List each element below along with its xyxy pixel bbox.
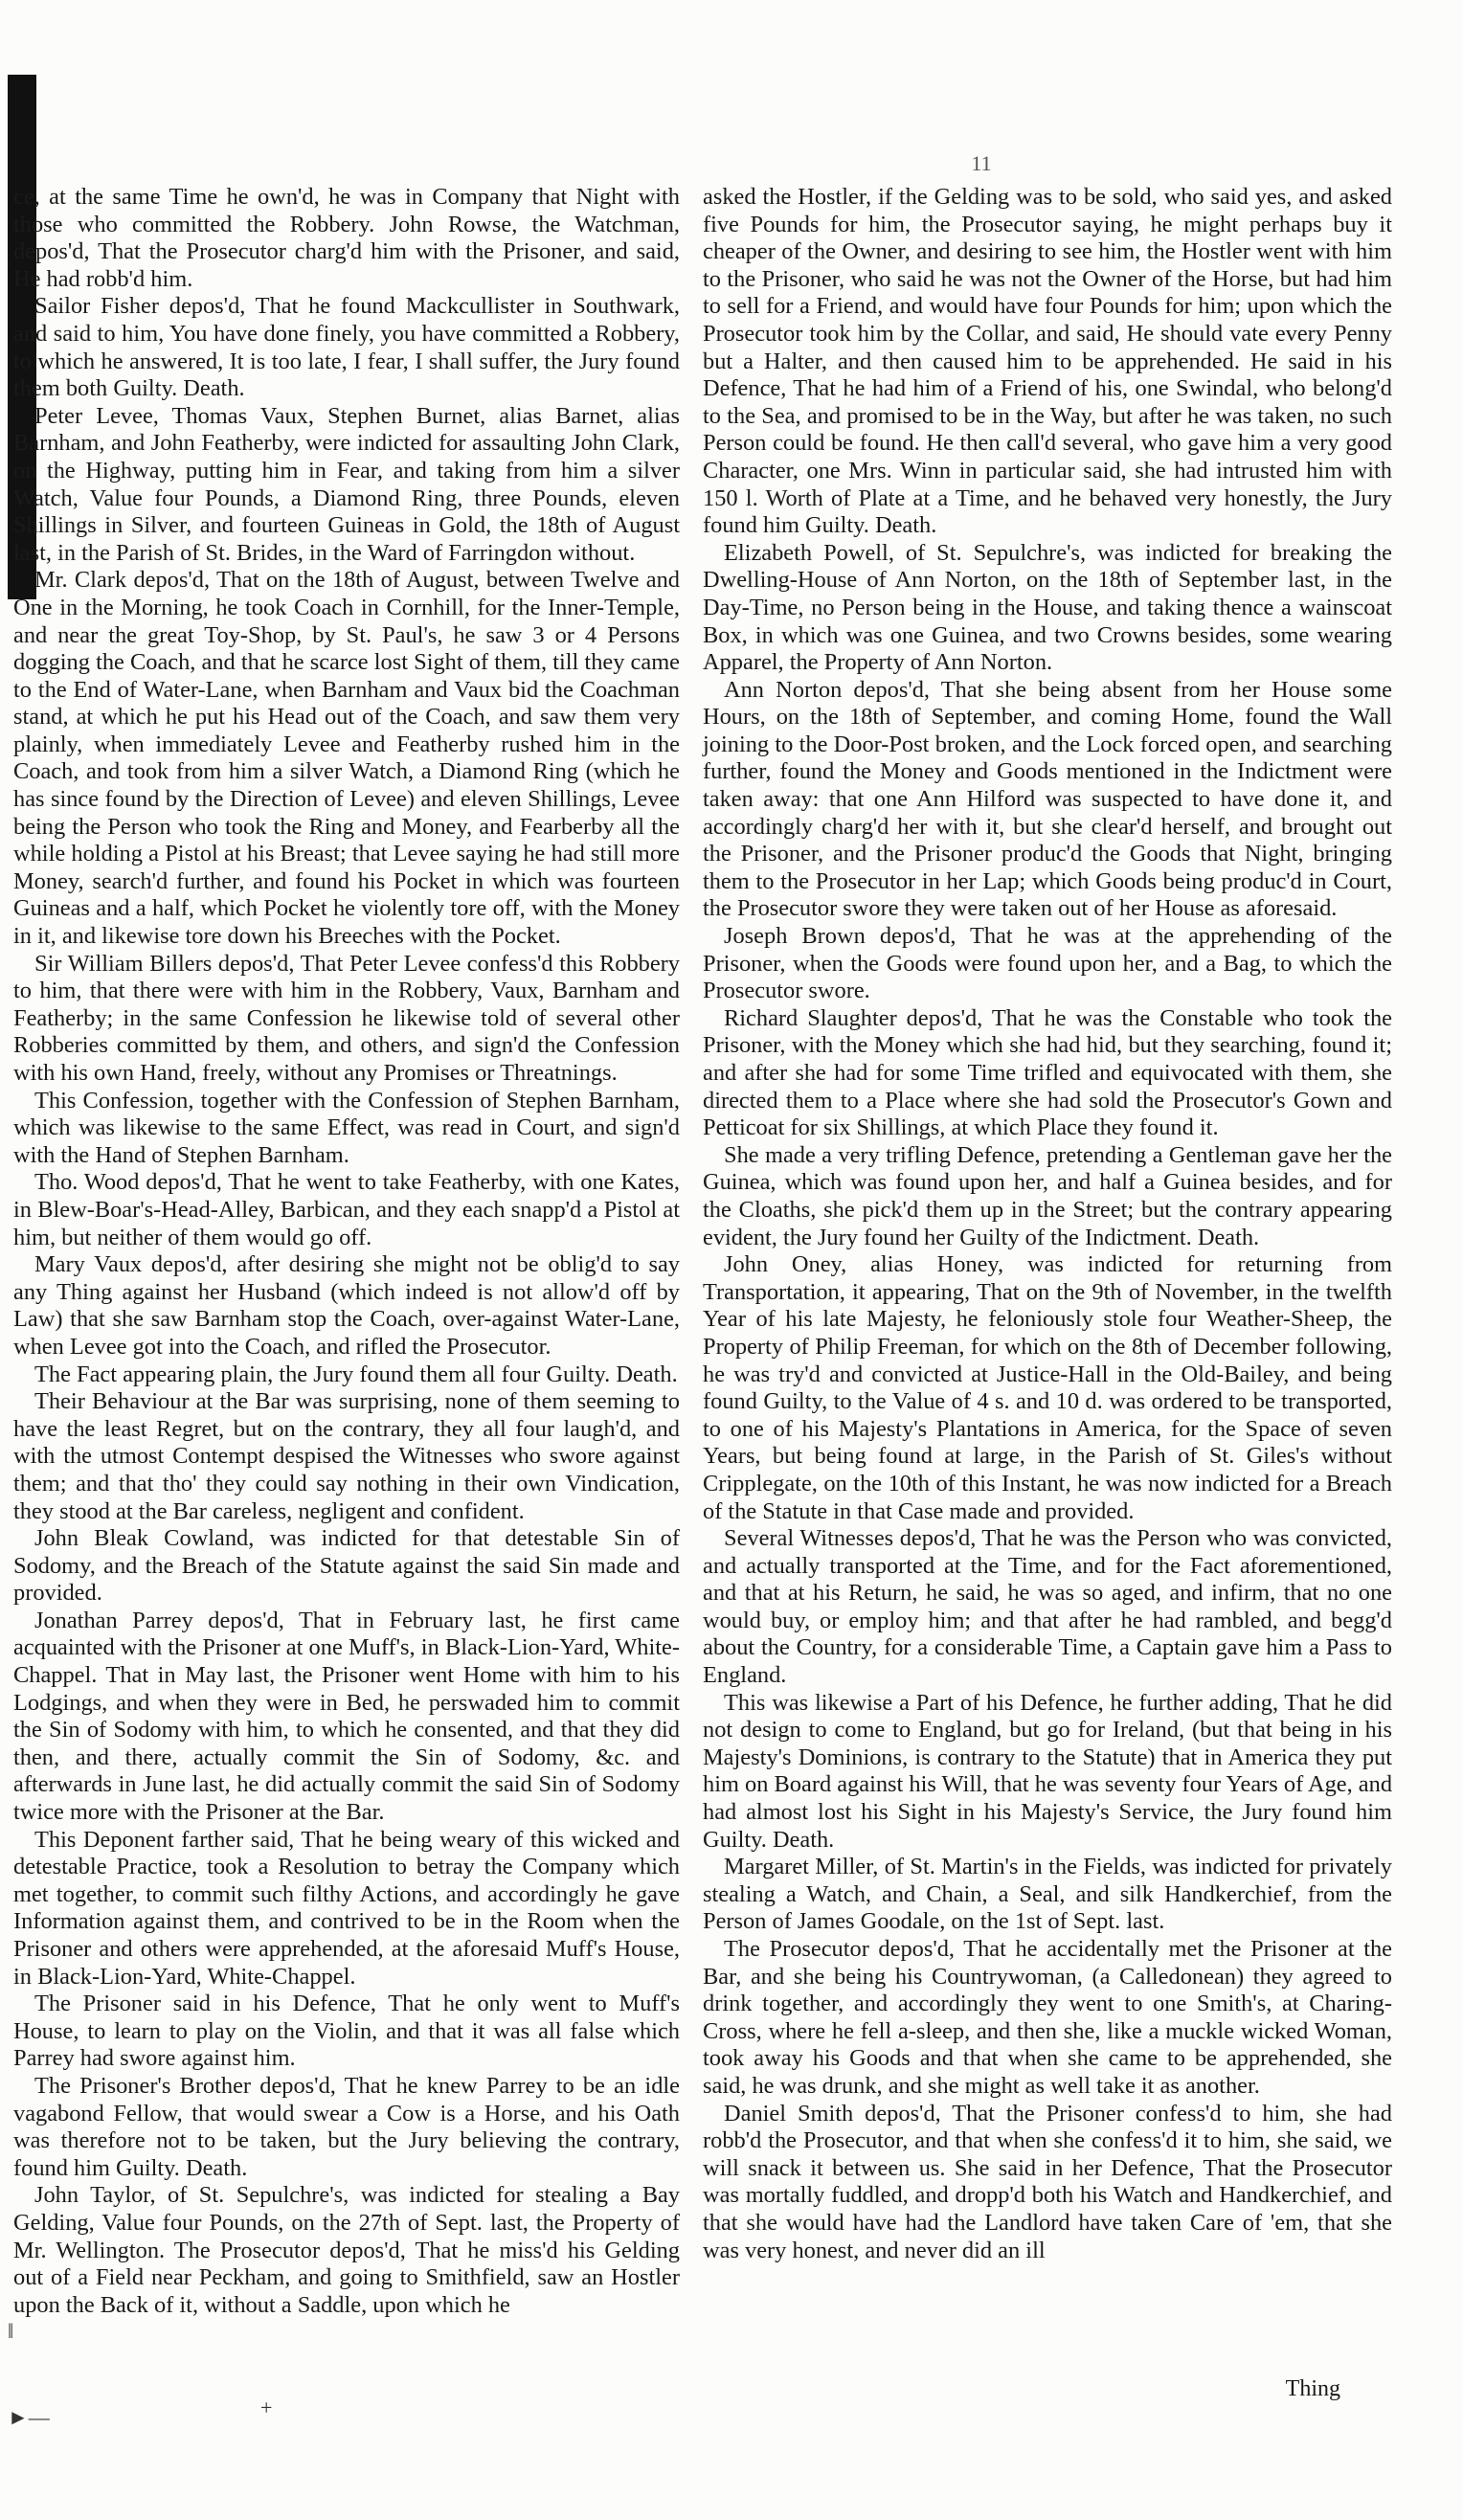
page-number: 11 bbox=[971, 151, 992, 175]
paragraph: Mary Vaux depos'd, after desiring she might not be oblig'd to say any Thing against her Husband (which indeed is not allow'd off by Law) that she saw Barnham stop the Coach, over-against Water-Lane, when Levee got into the Coach, and rifled the Prosecutor. bbox=[13, 1251, 680, 1360]
right-column bbox=[703, 184, 1392, 2264]
paragraph: Peter Levee, Thomas Vaux, Stephen Burnet, alias Barnet, alias Barnham, and John Featherby, were indicted for assaulting John Clark, on the Highway, putting him in Fear, and taking from him a silver Watch, Value four Pounds, a Diamond Ring, three Pounds, eleven Shillings in Silver, and fourteen Guineas in Gold, the 18th of August last, in the Parish of St. Brides, in the Ward of Farringdon without. bbox=[13, 402, 680, 566]
paragraph: The Prosecutor depos'd, That he accidentally met the Prisoner at the Bar, and she being his Countrywoman, (a Calledonean) they agreed to drink together, and accordingly they went to one Smith's, at Charing-Cross, where he fell a-sleep, and then she, like a muckle wicked Woman, took away his Goods and that when she came to be apprehended, she said, he was drunk, and she might as well take it as another. bbox=[703, 1936, 1392, 2099]
paragraph: Joseph Brown depos'd, That he was at the apprehending of the Prisoner, when the Goods were found upon her, and a Bag, to which the Prosecutor swore. bbox=[703, 923, 1392, 1004]
paragraph: Tho. Wood depos'd, That he went to take Featherby, with one Kates, in Blew-Boar's-Head-Alley, Barbican, and they each snapp'd a Pistol at him, but neither of them would go off. bbox=[13, 1169, 680, 1250]
paragraph: This was likewise a Part of his Defence, he further adding, That he did not design to come to England, but go for Ireland, (but that being in his Majesty's Dominions, is contrary to the Statute) that in America they put him on Board against his Will, that he was seventy four Years of Age, and had almost lost his Sight in his Majesty's Service, the Jury found him Guilty. Death. bbox=[703, 1689, 1393, 1853]
paragraph: Their Behaviour at the Bar was surprising, none of them seeming to have the least Regret, but on the contrary, they all four laugh'd, and with the utmost Contempt despised the Witnesses who swore against them; and that tho' they could say nothing in their own Vindication, they stood at the Bar careless, negligent and confident. bbox=[13, 1388, 680, 1524]
paragraph: This Deponent farther said, That he being weary of this wicked and detestable Practice, took a Resolution to betray the Company which met together, to commit such filthy Actions, and accordingly he gave Information against them, and contrived to be in the Room when the Prisoner and others were apprehended, at the aforesaid Muff's House, in Black-Lion-Yard, White-Chappel. bbox=[13, 1826, 680, 1990]
paragraph: John Bleak Cowland, was indicted for that detestable Sin of Sodomy, and the Breach of the Statute against the said Sin made and provided. bbox=[13, 1525, 680, 1607]
paragraph: Elizabeth Powell, of St. Sepulchre's, was indicted for breaking the Dwelling-House of Ann Norton, on the 18th of September last, in the Day-Time, no Person being in the House, and taking thence a wainscoat Box, in which was one Guinea, and two Crowns besides, some wearing Apparel, the Property of Ann Norton. bbox=[703, 539, 1392, 676]
left-column bbox=[13, 184, 680, 2319]
margin-mark: ►— bbox=[8, 2405, 50, 2429]
paragraph: Mr. Clark depos'd, That on the 18th of August, between Twelve and One in the Morning, he took Coach in Cornhill, for the Inner-Temple, and near the great Toy-Shop, by St. Paul's, he saw 3 or 4 Persons dogging the Coach, and that he scarce lost Sight of them, till they came to the End of Water-Lane, when Barnham and Vaux bid the Coachman stand, at which he put his Head out of the Coach, and saw them very plainly, when immediately Levee and Featherby rushed him in the Coach, and took from him a silver Watch, a Diamond Ring (which he has since found by the Direction of Levee) and eleven Shillings, Levee being the Person who took the Ring and Money, and Fearberby all the while holding a Pistol at his Breast; that Levee saying he had still more Money, search'd further, and found his Pocket in which was fourteen Guineas and a half, which Pocket he violently tore off, with the Money in it, and likewise tore down his Breeches with the Pocket. bbox=[13, 567, 680, 950]
margin-mark: + bbox=[260, 2396, 273, 2419]
paragraph: Sailor Fisher depos'd, That he found Mackcullister in Southwark, and said to him, You have done finely, you have committed a Robbery, to which he answered, It is too late, I fear, I shall suffer, the Jury found them both Guilty. Death. bbox=[13, 293, 680, 402]
paragraph: asked the Hostler, if the Gelding was to be sold, who said yes, and asked five Pounds for him, the Prosecutor saying, he might perhaps buy it cheaper of the Owner, and desiring to see him, the Hostler went with him to the Prisoner, who said he was not the Owner of the Horse, but had him to sell for a Friend, and would have four Pounds for him; upon which the Prosecutor took him by the Collar, and said, He should vate every Penny but a Halter, and then caused him to be apprehended. He said in his Defence, That he had him of a Friend of his, one Swindal, who belong'd to the Sea, and promised to be in the Way, but after he was taken, no such Person could be found. He then call'd several, who gave him a very good Character, one Mrs. Winn in particular said, she had intrusted him with 150 l. Worth of Plate at a Time, and he behaved very honestly, the Jury found him Guilty. Death. bbox=[703, 184, 1392, 539]
paragraph: Several Witnesses depos'd, That he was the Person who was convicted, and actually transported at the Time, and for the Fact aforementioned, and that at his Return, he said, he was so aged, and infirm, that no one would buy, or employ him; and that after he had rambled, and begg'd about the Country, for a considerable Time, a Captain gave him a Pass to England. bbox=[703, 1525, 1392, 1689]
paragraph: John Oney, alias Honey, was indicted for returning from Transportation, it appearing, That on the 9th of November, in the twelfth Year of his late Majesty, he feloniously stole four Weather-Sheep, the Property of Philip Freeman, for which on the 8th of December following, he was try'd and convicted at Justice-Hall in the Old-Bailey, and being found Guilty, to the Value of 4 s. and 10 d. was ordered to be transported, to one of his Majesty's Plantations in America, for the Space of seven Years, but being found at large, in the Parish of St. Giles's without Cripplegate, on the 10th of this Instant, he was now indicted for a Breach of the Statute in that Case made and provided. bbox=[703, 1251, 1392, 1524]
paragraph: She made a very trifling Defence, pretending a Gentleman gave her the Guinea, which was found upon her, and half a Guinea besides, and for the Cloaths, she pick'd them up in the Street; but the contrary appearing evident, the Jury found her Guilty of the Indictment. Death. bbox=[703, 1141, 1392, 1250]
paragraph: This Confession, together with the Confession of Stephen Barnham, which was likewise to the same Effect, was read in Court, and sign'd with the Hand of Stephen Barnham. bbox=[13, 1087, 680, 1168]
paragraph: The Prisoner's Brother depos'd, That he knew Parrey to be an idle vagabond Fellow, that would swear a Cow is a Horse, and his Oath was therefore not to be taken, but the Jury believing the contrary, found him Guilty. Death. bbox=[13, 2072, 680, 2181]
paragraph: Daniel Smith depos'd, That the Prisoner confess'd to him, she had robb'd the Prosecutor, and that when she confess'd it to him, she said, we will snack it between us. She said in her Defence, That the Prosecutor was mortally fuddled, and dropp'd both his Watch and Handkerchief, and that she would have had the Landlord have taken Care of 'em, that she was very honest, and never did an ill bbox=[703, 2100, 1392, 2263]
paragraph: The Prisoner said in his Defence, That he only went to Muff's House, to learn to play on the Violin, and that it was all false which Parrey had swore against him. bbox=[13, 1991, 680, 2072]
paragraph: Richard Slaughter depos'd, That he was the Constable who took the Prisoner, with the Money which she had hid, but they searching, found it; and after she had for some Time trifled and equivocated with them, she directed them to a Place where she had sold the Prosecutor's Gown and Petticoat for six Shillings, at which Place they found it. bbox=[703, 1004, 1392, 1141]
paragraph: ce, at the same Time he own'd, he was in Company that Night with those who committed the Robbery. John Rowse, the Watchman, depos'd, That the Prosecutor charg'd him with the Prisoner, and said, He had robb'd him. bbox=[13, 184, 680, 292]
paragraph: Ann Norton depos'd, That she being absent from her House some Hours, on the 18th of September, and coming Home, found the Wall joining to the Door-Post broken, and the Lock forced open, and searching further, found the Money and Goods mentioned in the Indictment were taken away: that one Ann Hilford was suspected to have done it, and accordingly charg'd her with it, but she clear'd herself, and brought out the Prisoner, and the Prisoner produc'd the Goods that Night, bringing them to the Prosecutor in her Lap; which Goods being produc'd in Court, the Prosecutor swore they were taken out of her House as aforesaid. bbox=[703, 676, 1392, 922]
margin-mark: ‖ bbox=[8, 2319, 14, 2343]
paragraph: John Taylor, of St. Sepulchre's, was indicted for stealing a Bay Gelding, Value four Pounds, on the 27th of Sept. last, the Property of Mr. Wellington. The Prosecutor depos'd, That he miss'd his Gelding out of a Field near Peckham, and going to Smithfield, saw an Hostler upon the Back of it, without a Saddle, upon which he bbox=[13, 2182, 680, 2318]
catchword: Thing bbox=[1285, 2376, 1340, 2401]
paragraph: The Fact appearing plain, the Jury found them all four Guilty. Death. bbox=[34, 1361, 678, 1387]
paragraph: Sir William Billers depos'd, That Peter Levee confess'd this Robbery to him, that there were with him in the Robbery, Vaux, Barnham and Featherby; in the same Confession he likewise told of several other Robberies committed by them, and others, and sign'd the Confession with his own Hand, freely, without any Promises or Threatnings. bbox=[13, 950, 680, 1086]
paragraph: Jonathan Parrey depos'd, That in February last, he first came acquainted with the Prisoner at one Muff's, in Black-Lion-Yard, White-Chappel. That in May last, the Prisoner went Home with him to his Lodgings, and when they were in Bed, he perswaded him to commit the Sin of Sodomy with him, to which he consented, and that they did then, and there, actually commit the Sin of Sodomy, &c. and afterwards in June last, he did actually commit the said Sin of Sodomy twice more with the Prisoner at the Bar. bbox=[13, 1607, 680, 1826]
paragraph: Margaret Miller, of St. Martin's in the Fields, was indicted for privately stealing a Watch, and Chain, a Seal, and silk Handkerchief, from the Person of James Goodale, on the 1st of Sept. last. bbox=[703, 1854, 1392, 1935]
